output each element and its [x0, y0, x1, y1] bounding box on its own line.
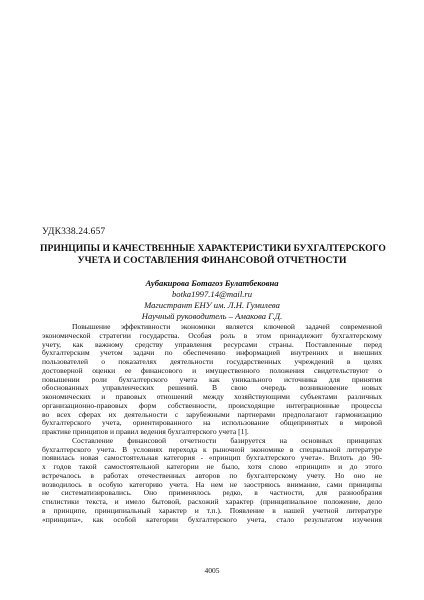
- author-block: [40, 278, 384, 322]
- text-line: стилистики текста, и имело бытовой, расхожий характер (принципиальное положение, дело: [42, 498, 382, 506]
- body-text: [42, 323, 382, 524]
- text-line: пользователей о показателях деятельности государственных учреждений в целях: [42, 358, 382, 366]
- text-line: экономических и правовых отношений между хозяйствующими субъектами различных: [42, 393, 382, 401]
- text-line: встречалось в работах отечественных авторов по бухгалтерскому учету. Но оно не: [42, 471, 382, 480]
- text-line: практике принципов и правил ведения бухгалтерского учета [1].: [42, 428, 249, 436]
- text-line: возводилось в особую категорию учета. На нем не заостряюсь внимание, сами принципы: [42, 480, 382, 489]
- author-affiliation: Магистрант ЕНУ им. Л.Н. Гумилева: [144, 299, 280, 310]
- author-email: botka1997.14@mail.ru: [172, 288, 252, 299]
- title-line: ПРИНЦИПЫ И КАЧЕСТВЕННЫЕ ХАРАКТЕРИСТИКИ БУХГАЛТЕРСКОГО: [40, 243, 386, 254]
- text-line: х годов такой самостоятельной категории не было, хотя слово «принцип» и до этого: [42, 463, 382, 471]
- text-line: появилась новая самостоятельная категория - «принцип бухгалтерского учета». Вплоть до 90-: [42, 454, 382, 463]
- article-title: [40, 243, 384, 266]
- text-line: повышении роли бухгалтерского учета как уникального источника для принятия: [42, 375, 382, 384]
- udk-code: УДК338.24.657: [42, 226, 106, 237]
- text-line: не систематизировались. Оно применялось редко, в частности, для разнообразия: [42, 489, 382, 498]
- text-line: бухгалтерского учета, ориентированного на использование общепринятых в мировой: [42, 419, 382, 428]
- page-number: 4005: [204, 566, 220, 575]
- text-line: экономической стратегии государства. Особая роль в этом принадлежит бухгалтерскому: [42, 331, 382, 340]
- text-line: достоверной оценки ее финансового и имущественного положения свидетельствуют о: [42, 366, 382, 375]
- text-line: в принципе, принципиальный характер и т.п.). Появление в нашей учетной литературе: [42, 506, 382, 515]
- text-line: бухгалтерским учетом задачи по обеспечению информацией внутренних и внешних: [42, 349, 382, 358]
- text-line: Повышение эффективности экономики является ключевой задачей современной: [72, 323, 382, 331]
- text-line: обоснованных управленческих решений. В свою очередь возникновение новых: [42, 384, 382, 393]
- title-line: УЧЕТА И СОСТАВЛЕНИЯ ФИНАНСОВОЙ ОТЧЕТНОСТИ: [77, 254, 347, 266]
- text-line: «принципа», как особой категории бухгалтерского учета, стало результатом изучения: [42, 515, 382, 524]
- text-line: Составление финансовой отчетности базируется на основных принципах: [72, 436, 382, 445]
- text-line: организационно-правовых форм собственности, происходящие интеграционные процессы: [42, 401, 382, 410]
- author-name: Аубакирова Ботагоз Булатбековна: [145, 278, 279, 288]
- text-line: учету, как важному средству управления ресурсами страны. Поставленные перед: [42, 340, 382, 349]
- text-line: бухгалтерского учета. В условиях перехода к рыночной экономике в специальной литературе: [42, 445, 382, 454]
- text-line: во всех сферах их деятельности с зарубежными партнерами предполагают гармонизацию: [42, 410, 382, 419]
- supervisor: Научный руководитель – Амакова Г.Д.: [141, 310, 283, 321]
